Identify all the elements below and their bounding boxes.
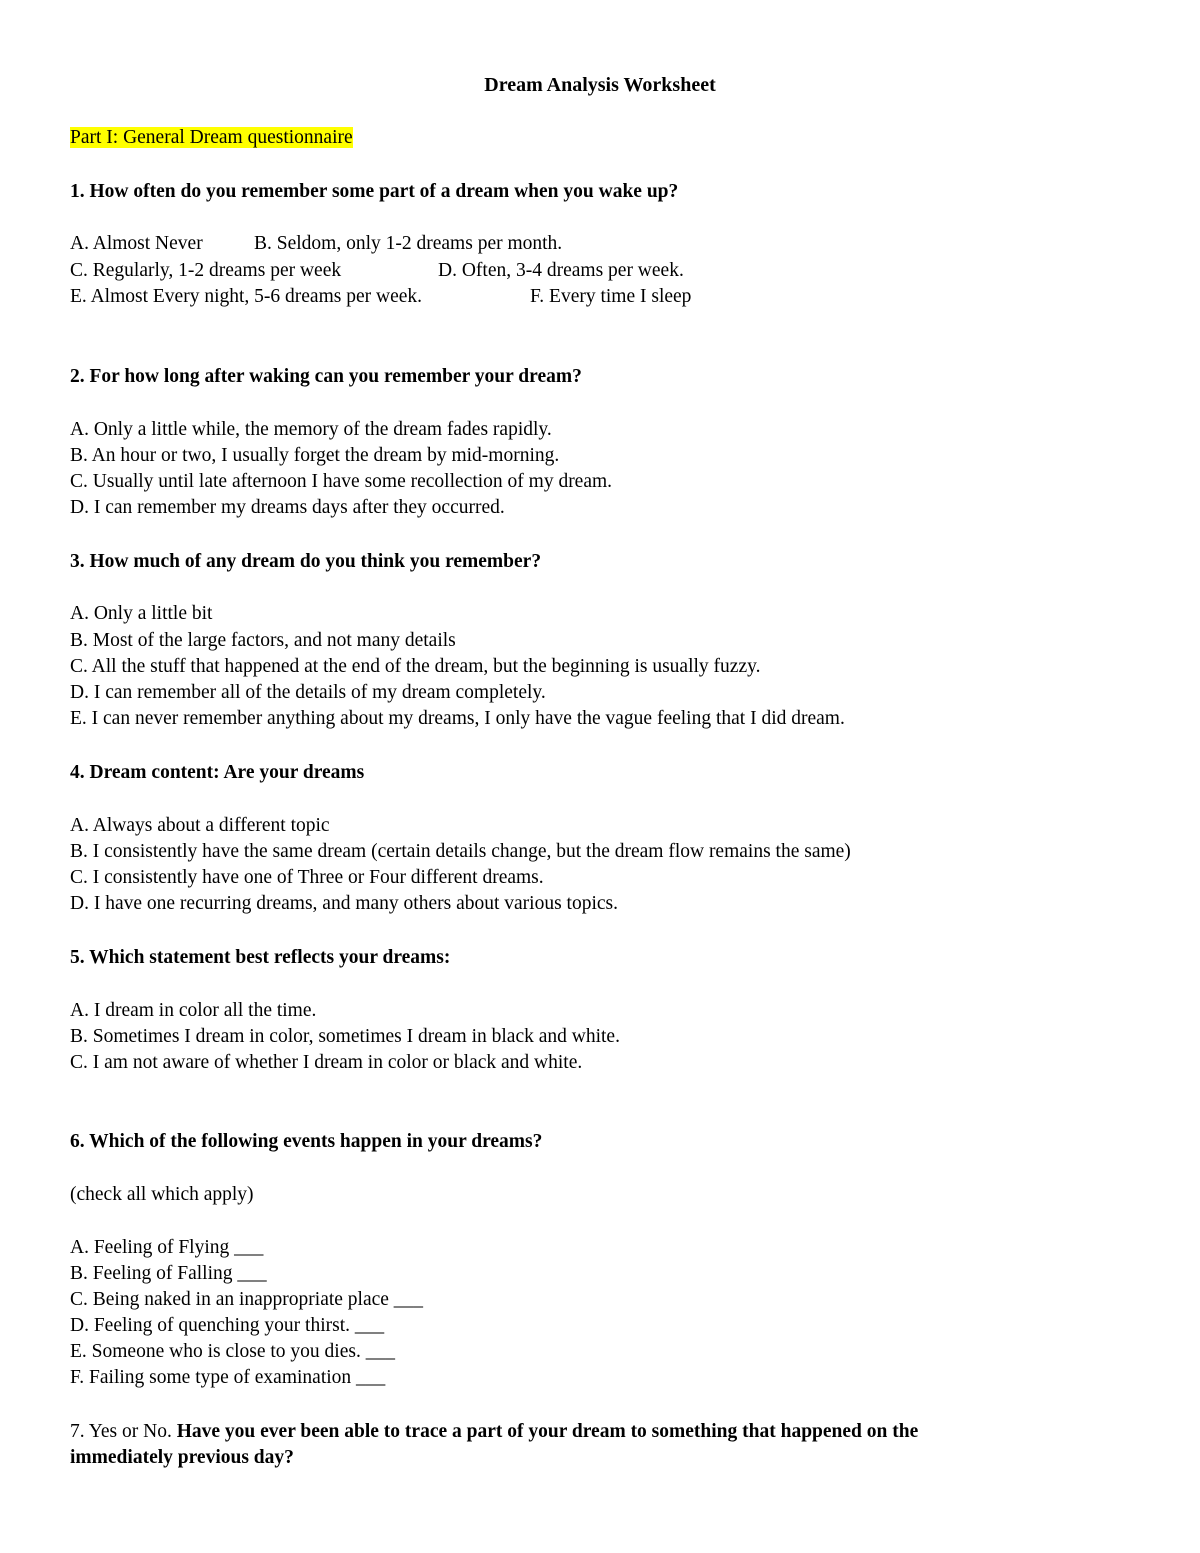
q7-prefix: 7. Yes or No. — [70, 1421, 172, 1442]
question-4: 4. Dream content: Are your dreams — [70, 762, 365, 783]
q1-option-a: A. Almost Never — [70, 233, 203, 254]
section-heading-highlight: Part I: General Dream questionnaire — [70, 127, 353, 148]
question-5: 5. Which statement best reflects your dreams: — [70, 947, 451, 968]
q2-option-a: A. Only a little while, the memory of the dream fades rapidly. — [70, 419, 552, 440]
q1-options-row-2 — [70, 258, 970, 284]
q3-option-a: A. Only a little bit — [70, 603, 213, 624]
q3-option-e: E. I can never remember anything about my dreams, I only have the vague feeling that I did dream. — [70, 708, 845, 729]
section-heading — [70, 125, 353, 151]
q5-option-c: C. I am not aware of whether I dream in color or black and white. — [70, 1052, 583, 1073]
q7-question-line-2: immediately previous day? — [70, 1447, 294, 1468]
q5-option-a: A. I dream in color all the time. — [70, 1000, 317, 1021]
q1-option-c: C. Regularly, 1-2 dreams per week — [70, 260, 342, 281]
q1-options-row-3 — [70, 284, 970, 310]
q6-option-c: C. Being naked in an inappropriate place ___ — [70, 1289, 424, 1310]
q1-options-row-1 — [70, 231, 970, 257]
q1-option-e: E. Almost Every night, 5-6 dreams per week. — [70, 286, 422, 307]
q4-option-d: D. I have one recurring dreams, and many others about various topics. — [70, 893, 618, 914]
q6-option-d: D. Feeling of quenching your thirst. ___ — [70, 1315, 385, 1336]
question-2: 2. For how long after waking can you remember your dream? — [70, 366, 582, 387]
q4-option-a: A. Always about a different topic — [70, 815, 330, 836]
q6-option-b: B. Feeling of Falling ___ — [70, 1263, 267, 1284]
q1-option-d: D. Often, 3-4 dreams per week. — [438, 260, 684, 281]
q6-option-f: F. Failing some type of examination ___ — [70, 1367, 386, 1388]
question-6: 6. Which of the following events happen in your dreams? — [70, 1131, 543, 1152]
q3-option-b: B. Most of the large factors, and not many details — [70, 630, 456, 651]
q2-option-c: C. Usually until late afternoon I have some recollection of my dream. — [70, 471, 613, 492]
q1-option-b: B. Seldom, only 1-2 dreams per month. — [254, 233, 563, 254]
q4-option-b: B. I consistently have the same dream (certain details change, but the dream flow remains the same) — [70, 841, 851, 862]
q2-option-d: D. I can remember my dreams days after they occurred. — [70, 497, 505, 518]
q7-question-line-1: Have you ever been able to trace a part of your dream to something that happened on the — [176, 1421, 919, 1442]
q4-option-c: C. I consistently have one of Three or Four different dreams. — [70, 867, 544, 888]
q3-option-c: C. All the stuff that happened at the end of the dream, but the beginning is usually fuzzy. — [70, 656, 761, 677]
q6-option-a: A. Feeling of Flying ___ — [70, 1237, 264, 1258]
q6-option-e: E. Someone who is close to you dies. ___ — [70, 1341, 395, 1362]
question-1: 1. How often do you remember some part of a dream when you wake up? — [70, 181, 679, 202]
question-3: 3. How much of any dream do you think you remember? — [70, 551, 542, 572]
q1-option-f: F. Every time I sleep — [530, 286, 692, 307]
q6-instruction: (check all which apply) — [70, 1184, 254, 1205]
q2-option-b: B. An hour or two, I usually forget the dream by mid-morning. — [70, 445, 560, 466]
q5-option-b: B. Sometimes I dream in color, sometimes I dream in black and white. — [70, 1026, 620, 1047]
question-7 — [70, 1419, 918, 1445]
page-title: Dream Analysis Worksheet — [484, 74, 716, 96]
q3-option-d: D. I can remember all of the details of my dream completely. — [70, 682, 546, 703]
